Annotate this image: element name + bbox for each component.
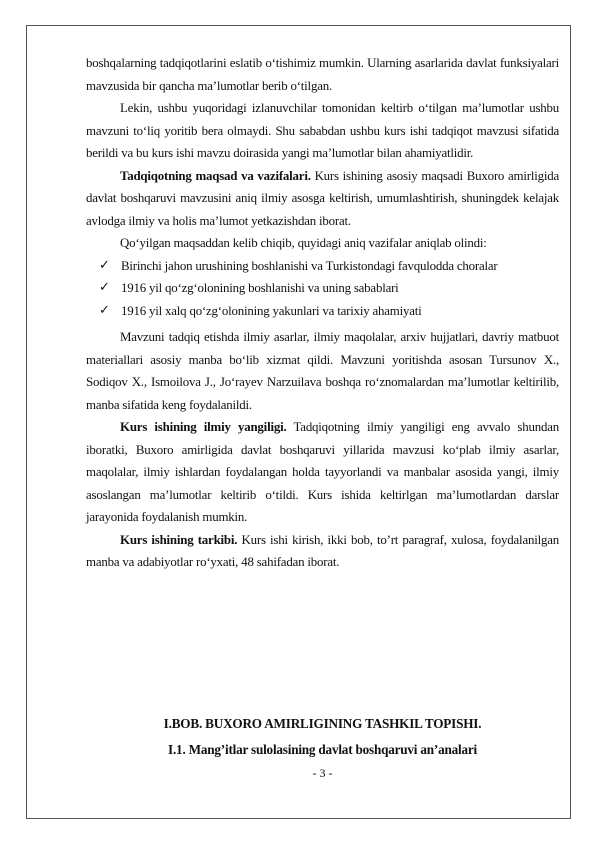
list-item <box>86 277 559 300</box>
chapter-title: I.BOB. BUXORO AMIRLIGINING TASHKIL TOPISHI. <box>163 716 482 731</box>
list-item <box>86 255 559 278</box>
check-icon: ✓ <box>99 257 110 273</box>
structure-heading: Kurs ishining tarkibi. <box>120 532 238 547</box>
section-title: I.1. Mang’itlar sulolasining davlat boshqaruvi an’analari <box>168 742 477 757</box>
goals-heading: Tadqiqotning maqsad va vazifalari. <box>120 168 311 183</box>
paragraph-goals <box>86 165 559 233</box>
paragraph-previous-studies: Lekin, ushbu yuqoridagi izlanuvchilar tomonidan keltirb o‘tilgan ma’lumotlar ushbu mavzuni to‘liq yoritib bera olmaydi. Shu sababdan ushbu kurs ishi tadqiqot mavzusi sifatida berildi va bu kurs ishi mavzu doirasida yangi ma’lumotlar bilan ahamiyatlidir. <box>86 101 559 160</box>
paragraph-tasks-intro: Qo‘yilgan maqsaddan kelib chiqib, quyidagi aniq vazifalar aniqlab olindi: <box>120 236 487 250</box>
body-text <box>86 52 559 574</box>
goals-text: Kurs ishining asosiy maqsadi Buxoro amirligida davlat boshqaruvi mavzusini aniq ilmiy asosga keltirish, umumlashtirish, shuningdek kelajak avlodga ilmiy va holis ma’lumot yetkazishdan iborat. <box>86 168 559 228</box>
list-item <box>86 300 559 323</box>
check-icon: ✓ <box>99 302 110 318</box>
check-icon: ✓ <box>99 280 110 295</box>
task-text: 1916 yil qo‘zg‘olonining boshlanishi va uning sabablari <box>121 281 399 295</box>
tasks-list <box>86 255 559 323</box>
paragraph-sources: Mavzuni tadqiq etishda ilmiy asarlar, ilmiy maqolalar, arxiv hujjatlari, davriy matbuot materiallari asosiy manba bo‘lib xizmat qildi. Mavzuni yoritishda asosan Tursunov X., Sodiqov X., Ismoilova J., Jo‘rayev Narzuilava boshqa ro‘znomalardan ma’lumotlar keltirilib, manba sifatida keng foydalanildi. <box>86 330 559 412</box>
paragraph-continuation: boshqalarning tadqiqotlarini eslatib o‘tishimiz mumkin. Ularning asarlarida davlat funksiyalari mavzusida bir qancha ma’lumotlar berib o‘tilgan. <box>86 56 559 93</box>
novelty-heading: Kurs ishining ilmiy yangiligi. <box>120 420 287 434</box>
page-number: - 3 - <box>312 766 333 780</box>
structure-text: Kurs ishi kirish, ikki bob, to’rt paragraf, xulosa, foydalanilgan manba va adabiyotlar ro‘yxati, 48 sahifadan iborat. <box>86 532 559 569</box>
paragraph-structure <box>86 529 559 574</box>
novelty-text: Tadqiqotning ilmiy yangiligi eng avvalo shundan iboratki, Buxoro amirligida davlat boshqaruvi yillarida mavzusi ko‘plab ilmiy asarlar, maqolalar, ilmiy ishlardan foydalangan holda tayyorlandi va manbalar asosida yangi, ilmiy asoslangan ma’lumotlar keltirib o‘tildi. Kurs ishida keltirlgan ma’lumotlardan darslar jarayonida foydalanish mumkin. <box>86 420 559 524</box>
task-text: 1916 yil xalq qo‘zg‘olonining yakunlari va tarixiy ahamiyati <box>121 303 422 318</box>
paragraph-novelty <box>86 416 559 529</box>
task-text: Birinchi jahon urushining boshlanishi va Turkistondagi favqulodda choralar <box>121 258 498 273</box>
